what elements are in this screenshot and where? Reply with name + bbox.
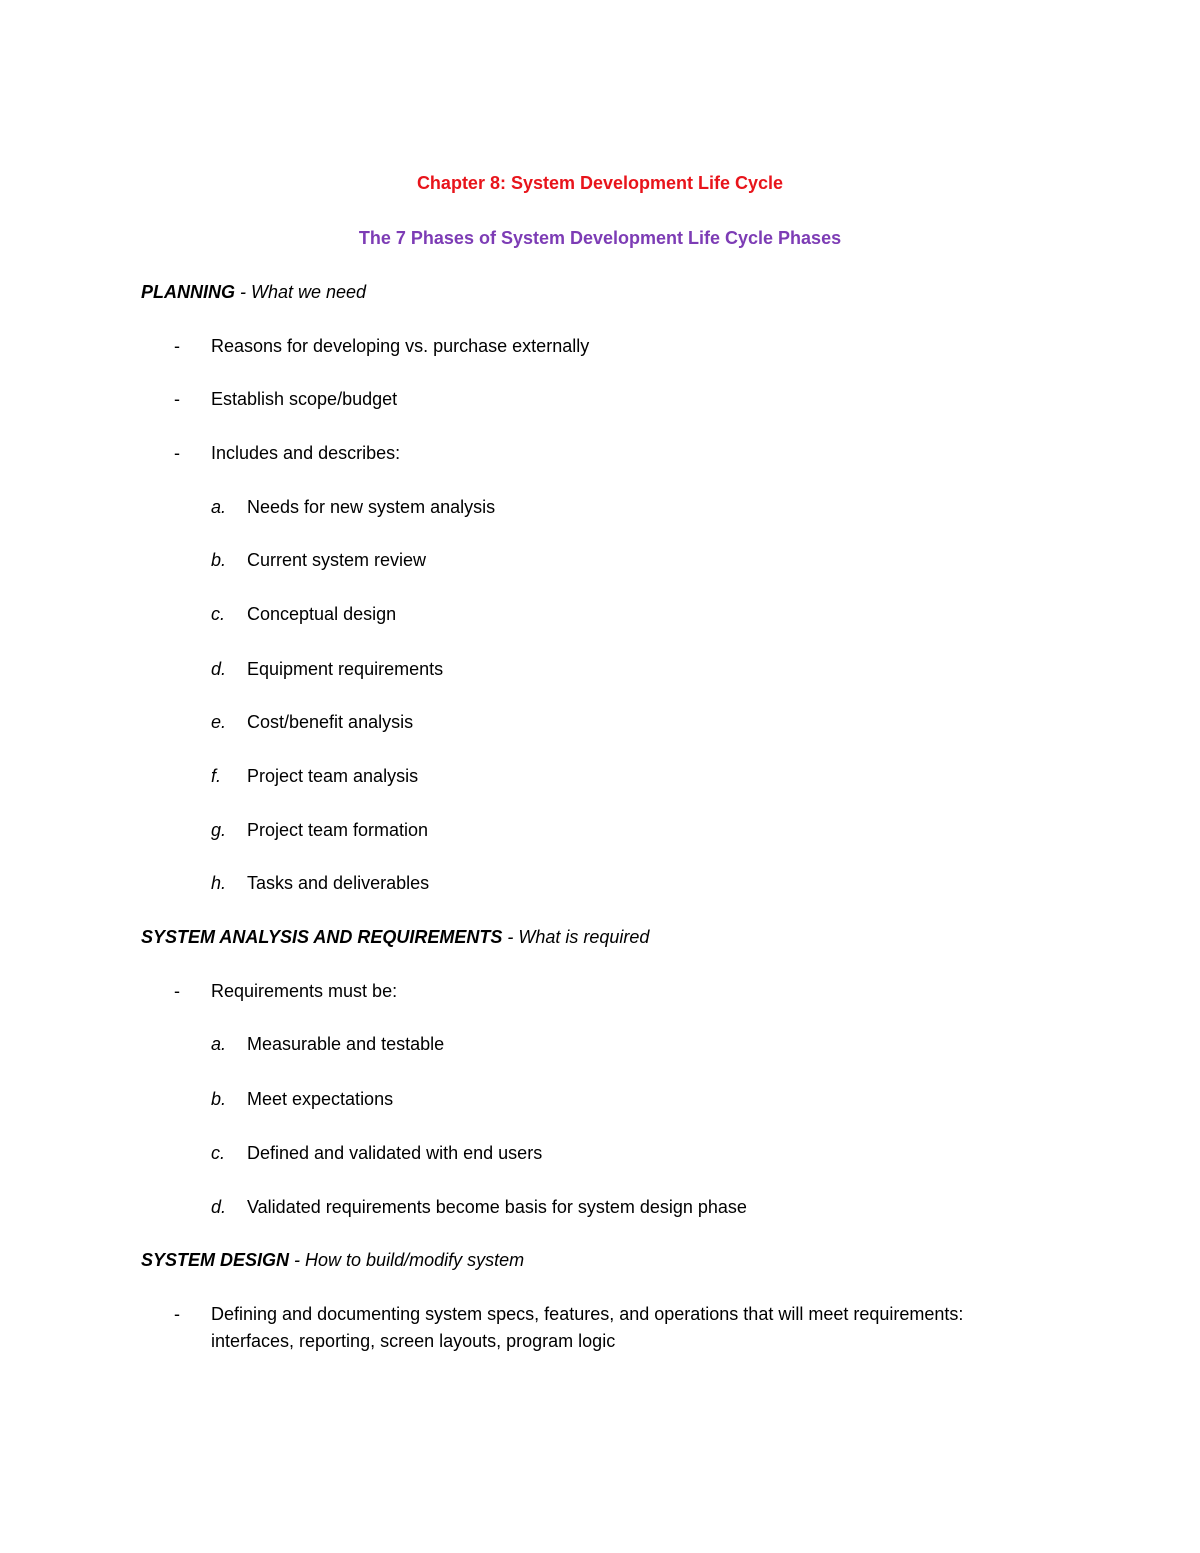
list-item-text: Current system review: [247, 550, 427, 570]
list-letter: f.: [211, 766, 222, 786]
dash-marker: -: [174, 443, 180, 463]
list-letter: h.: [211, 873, 227, 893]
section-name: SYSTEM ANALYSIS AND REQUIREMENTS: [141, 927, 503, 947]
chapter-title: Chapter 8: System Development Life Cycle: [416, 173, 784, 193]
dash-marker: -: [174, 389, 180, 409]
list-item-text: Validated requirements become basis for system design phase: [247, 1197, 747, 1217]
bullet-text: Establish scope/budget: [211, 389, 398, 409]
list-item-text: Measurable and testable: [247, 1034, 445, 1054]
section-description: - What is required: [502, 927, 650, 947]
section-heading-planning: [141, 281, 366, 303]
list-letter: d.: [211, 1197, 227, 1217]
section-description: - How to build/modify system: [289, 1250, 525, 1270]
list-item-text: Project team formation: [247, 820, 429, 840]
bullet-text: Includes and describes:: [211, 443, 401, 463]
bullet-continuation-text: interfaces, reporting, screen layouts, program logic: [211, 1331, 616, 1351]
list-item-text: Cost/benefit analysis: [247, 712, 414, 732]
list-item-text: Project team analysis: [247, 766, 419, 786]
list-letter: e.: [211, 712, 227, 732]
dash-marker: -: [174, 981, 180, 1001]
list-letter: a.: [211, 1034, 227, 1054]
bullet-text: Requirements must be:: [211, 981, 398, 1001]
list-item-text: Conceptual design: [247, 604, 397, 624]
list-letter: b.: [211, 1089, 227, 1109]
list-item-text: Equipment requirements: [247, 659, 444, 679]
section-heading-analysis: [141, 926, 649, 948]
list-item-text: Meet expectations: [247, 1089, 394, 1109]
list-letter: c.: [211, 1143, 226, 1163]
dash-marker: -: [174, 1304, 180, 1324]
dash-marker: -: [174, 336, 180, 356]
bullet-text: Reasons for developing vs. purchase externally: [211, 336, 590, 356]
section-heading-design: [141, 1249, 524, 1271]
section-name: SYSTEM DESIGN: [141, 1250, 290, 1270]
section-name: PLANNING: [141, 282, 235, 302]
bullet-text: Defining and documenting system specs, features, and operations that will meet requirements:: [211, 1304, 964, 1324]
list-item-text: Needs for new system analysis: [247, 497, 496, 517]
section-description: - What we need: [235, 282, 367, 302]
list-letter: c.: [211, 604, 226, 624]
list-item-text: Tasks and deliverables: [247, 873, 430, 893]
list-item-text: Defined and validated with end users: [247, 1143, 543, 1163]
list-letter: g.: [211, 820, 227, 840]
list-letter: a.: [211, 497, 227, 517]
list-letter: d.: [211, 659, 227, 679]
list-letter: b.: [211, 550, 227, 570]
document-subtitle: The 7 Phases of System Development Life Cycle Phases: [358, 228, 842, 248]
